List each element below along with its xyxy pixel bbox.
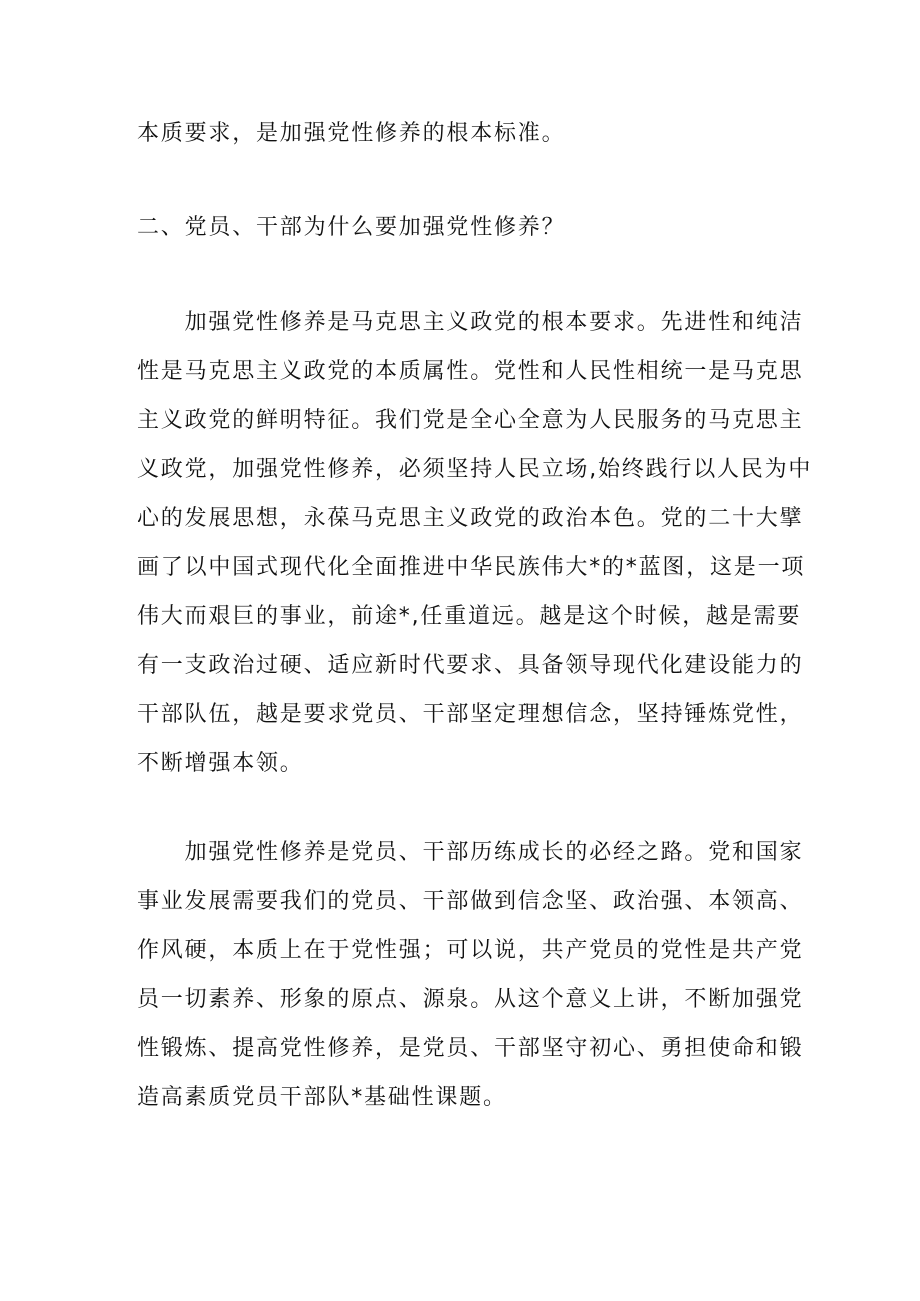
text-line: 伟大而艰巨的事业，前途*,任重道远。越是这个时候，越是需要 <box>137 604 802 629</box>
text-line: 员一切素养、形象的原点、源泉。从这个意义上讲，不断加强党 <box>137 987 804 1012</box>
text-line: 画了以中国式现代化全面推进中华民族伟大*的*蓝图，这是一项 <box>137 555 806 580</box>
text-line: 主义政党的鲜明特征。我们党是全心全意为人民服务的马克思主 <box>137 408 804 433</box>
text-line: 作风硬，本质上在于党性强；可以说，共产党员的党性是共产党 <box>137 938 804 963</box>
text-line: 加强党性修养是马克思主义政党的根本要求。先进性和纯洁 <box>137 310 804 335</box>
section-heading: 二、党员、干部为什么要加强党性修养？ <box>137 215 566 240</box>
text-line: 有一支政治过硬、适应新时代要求、具备领导现代化建设能力的 <box>137 653 804 678</box>
continued-paragraph <box>137 109 789 158</box>
paragraph-party-nature <box>137 298 813 788</box>
text-line: 不断增强本领。 <box>137 751 304 776</box>
text-line: 本质要求，是加强党性修养的根本标准。 <box>137 121 566 146</box>
text-line: 加强党性修养是党员、干部历练成长的必经之路。党和国家 <box>137 840 804 865</box>
text-line: 心的发展思想，永葆马克思主义政党的政治本色。党的二十大擘 <box>137 506 804 531</box>
text-line: 造高素质党员干部队*基础性课题。 <box>137 1085 507 1110</box>
text-line: 干部队伍，越是要求党员、干部坚定理想信念，坚持锤炼党性， <box>137 702 804 727</box>
text-line: 性是马克思主义政党的本质属性。党性和人民性相统一是马克思 <box>137 359 804 384</box>
text-line: 事业发展需要我们的党员、干部做到信念坚、政治强、本领高、 <box>137 889 804 914</box>
text-line: 性锻炼、提高党性修养，是党员、干部坚守初心、勇担使命和锻 <box>137 1036 804 1061</box>
paragraph-growth-path <box>137 828 804 1122</box>
text-line: 义政党，加强党性修养，必须坚持人民立场,始终践行以人民为中 <box>137 457 813 482</box>
